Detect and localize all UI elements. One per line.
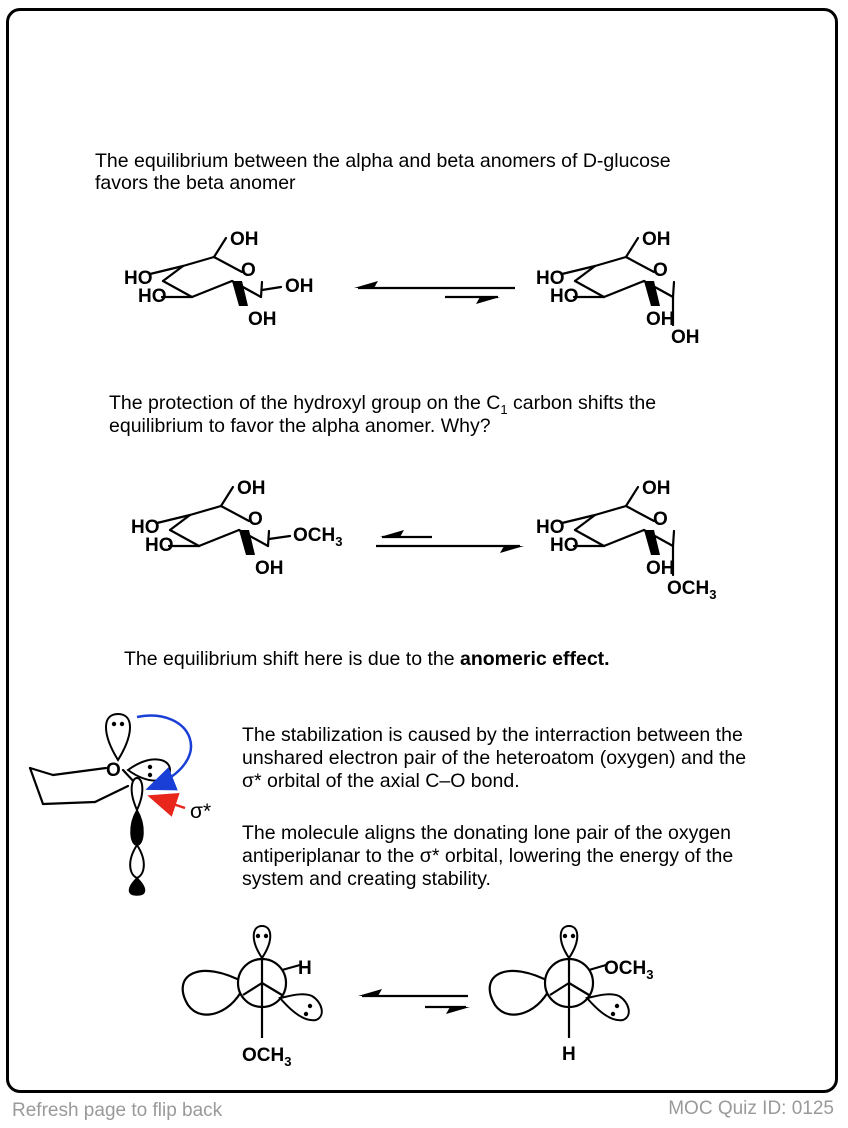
ho-label: HO	[550, 535, 579, 556]
oxygen-lone-pair-orbital	[128, 759, 170, 780]
beta-glucose-structure	[150, 238, 281, 297]
left-arrowhead	[354, 281, 378, 288]
p-orbital-lobe	[183, 971, 245, 1015]
electron-dot	[148, 765, 152, 769]
ring-oxygen-label: O	[248, 509, 263, 530]
left-arrowhead	[358, 989, 382, 996]
anomeric-effect-text: The equilibrium shift here is due to the anomeric effect.	[124, 648, 610, 670]
oh-label: OH	[646, 309, 675, 330]
ho-label: HO	[536, 268, 565, 289]
ho-label: HO	[138, 286, 167, 307]
electron-dot	[615, 1004, 619, 1008]
stabilization-text-line1: The stabilization is caused by the interraction between the	[242, 724, 743, 746]
intro-text-line2: favors the beta anomer	[95, 172, 296, 194]
ho-label: HO	[550, 286, 579, 307]
refresh-hint[interactable]: Refresh page to flip back	[12, 1100, 223, 1121]
oh-label: OH	[230, 229, 259, 250]
c-o-bond-orbital	[130, 845, 144, 878]
electron-dot	[304, 1012, 308, 1016]
bold-wedge-bond	[644, 281, 660, 306]
electron-dot	[308, 1004, 312, 1008]
oxygen-lone-pair-orbital	[106, 714, 130, 760]
left-arrowhead	[380, 530, 404, 537]
oh-label: OH	[255, 558, 284, 579]
ho-label: HO	[536, 517, 565, 538]
quiz-id-label: MOC Quiz ID: 0125	[668, 1098, 834, 1119]
right-arrowhead	[500, 546, 524, 553]
electron-dot	[563, 934, 567, 938]
methoxy-label: $OCH_3$	[604, 958, 654, 982]
ring-oxygen-label: O	[653, 260, 668, 281]
oh-label: OH	[642, 478, 671, 499]
red-pointer-arrow	[152, 797, 185, 808]
alignment-text-line3: system and creating stability.	[242, 868, 491, 890]
ho-label: HO	[145, 535, 174, 556]
electron-dot	[256, 934, 260, 938]
electron-dot	[120, 722, 124, 726]
methoxy-label: $OCH_3$	[242, 1045, 292, 1069]
hydrogen-label: H	[562, 1044, 576, 1065]
stabilization-text-line2: unshared electron pair of the heteroatom (oxygen) and the	[242, 747, 747, 769]
newman-projection-right	[490, 926, 654, 1065]
ring-oxygen-label: O	[653, 509, 668, 530]
beta-methyl-glucoside-structure	[157, 487, 290, 546]
right-arrowhead	[476, 297, 500, 304]
equilibrium-arrows-3	[362, 996, 468, 1007]
ho-label: HO	[131, 517, 160, 538]
electron-dot	[571, 934, 575, 938]
newman-projection-left	[183, 926, 322, 1069]
intro-text-line1: The equilibrium between the alpha and beta anomers of D-glucose	[95, 150, 671, 172]
sigma-star-orbital-small-lobe	[132, 778, 143, 810]
ring-oxygen-label: O	[241, 260, 256, 281]
lone-pair-orbital	[561, 926, 578, 958]
oh-label: OH	[646, 558, 675, 579]
lone-pair-orbital	[254, 926, 271, 958]
methoxy-label: $OCH_3$	[293, 525, 343, 549]
stabilization-text-line3: σ* orbital of the axial C–O bond.	[242, 770, 520, 792]
protection-text-line1: The protection of the hydroxyl group on the $C_1$ carbon shifts the	[109, 392, 657, 417]
oh-label: OH	[248, 309, 277, 330]
lone-pair-orbital	[587, 994, 629, 1020]
ho-label: HO	[124, 268, 153, 289]
p-orbital-lobe	[490, 971, 552, 1015]
alignment-text-line1: The molecule aligns the donating lone pair of the oxygen	[242, 822, 731, 844]
oh-label: OH	[237, 478, 266, 499]
oh-label: OH	[285, 276, 314, 297]
electron-dot	[112, 722, 116, 726]
sigma-star-orbital-lobe	[131, 810, 143, 845]
methoxy-label: $OCH_3$	[667, 578, 717, 602]
equilibrium-arrows-2	[376, 537, 520, 546]
oh-label: OH	[671, 327, 700, 348]
bold-wedge-bond	[644, 530, 660, 555]
hydrogen-label: H	[298, 958, 312, 979]
equilibrium-arrows-1	[358, 288, 515, 297]
bold-wedge-bond	[232, 281, 248, 306]
protection-text-line2: equilibrium to favor the alpha anomer. Why?	[109, 415, 491, 437]
right-arrowhead	[446, 1007, 470, 1014]
bold-wedge-bond	[239, 530, 255, 555]
sigma-star-label: σ*	[190, 800, 212, 823]
oh-label: OH	[642, 229, 671, 250]
alignment-text-line2: antiperiplanar to the σ* orbital, lowering the energy of the	[242, 845, 734, 867]
c-o-bond-orbital-lobe	[130, 878, 145, 895]
electron-dot	[148, 773, 152, 777]
electron-dot	[264, 934, 268, 938]
lone-pair-orbital	[280, 994, 322, 1020]
electron-dot	[611, 1012, 615, 1016]
ring-oxygen-label: O	[106, 760, 121, 781]
